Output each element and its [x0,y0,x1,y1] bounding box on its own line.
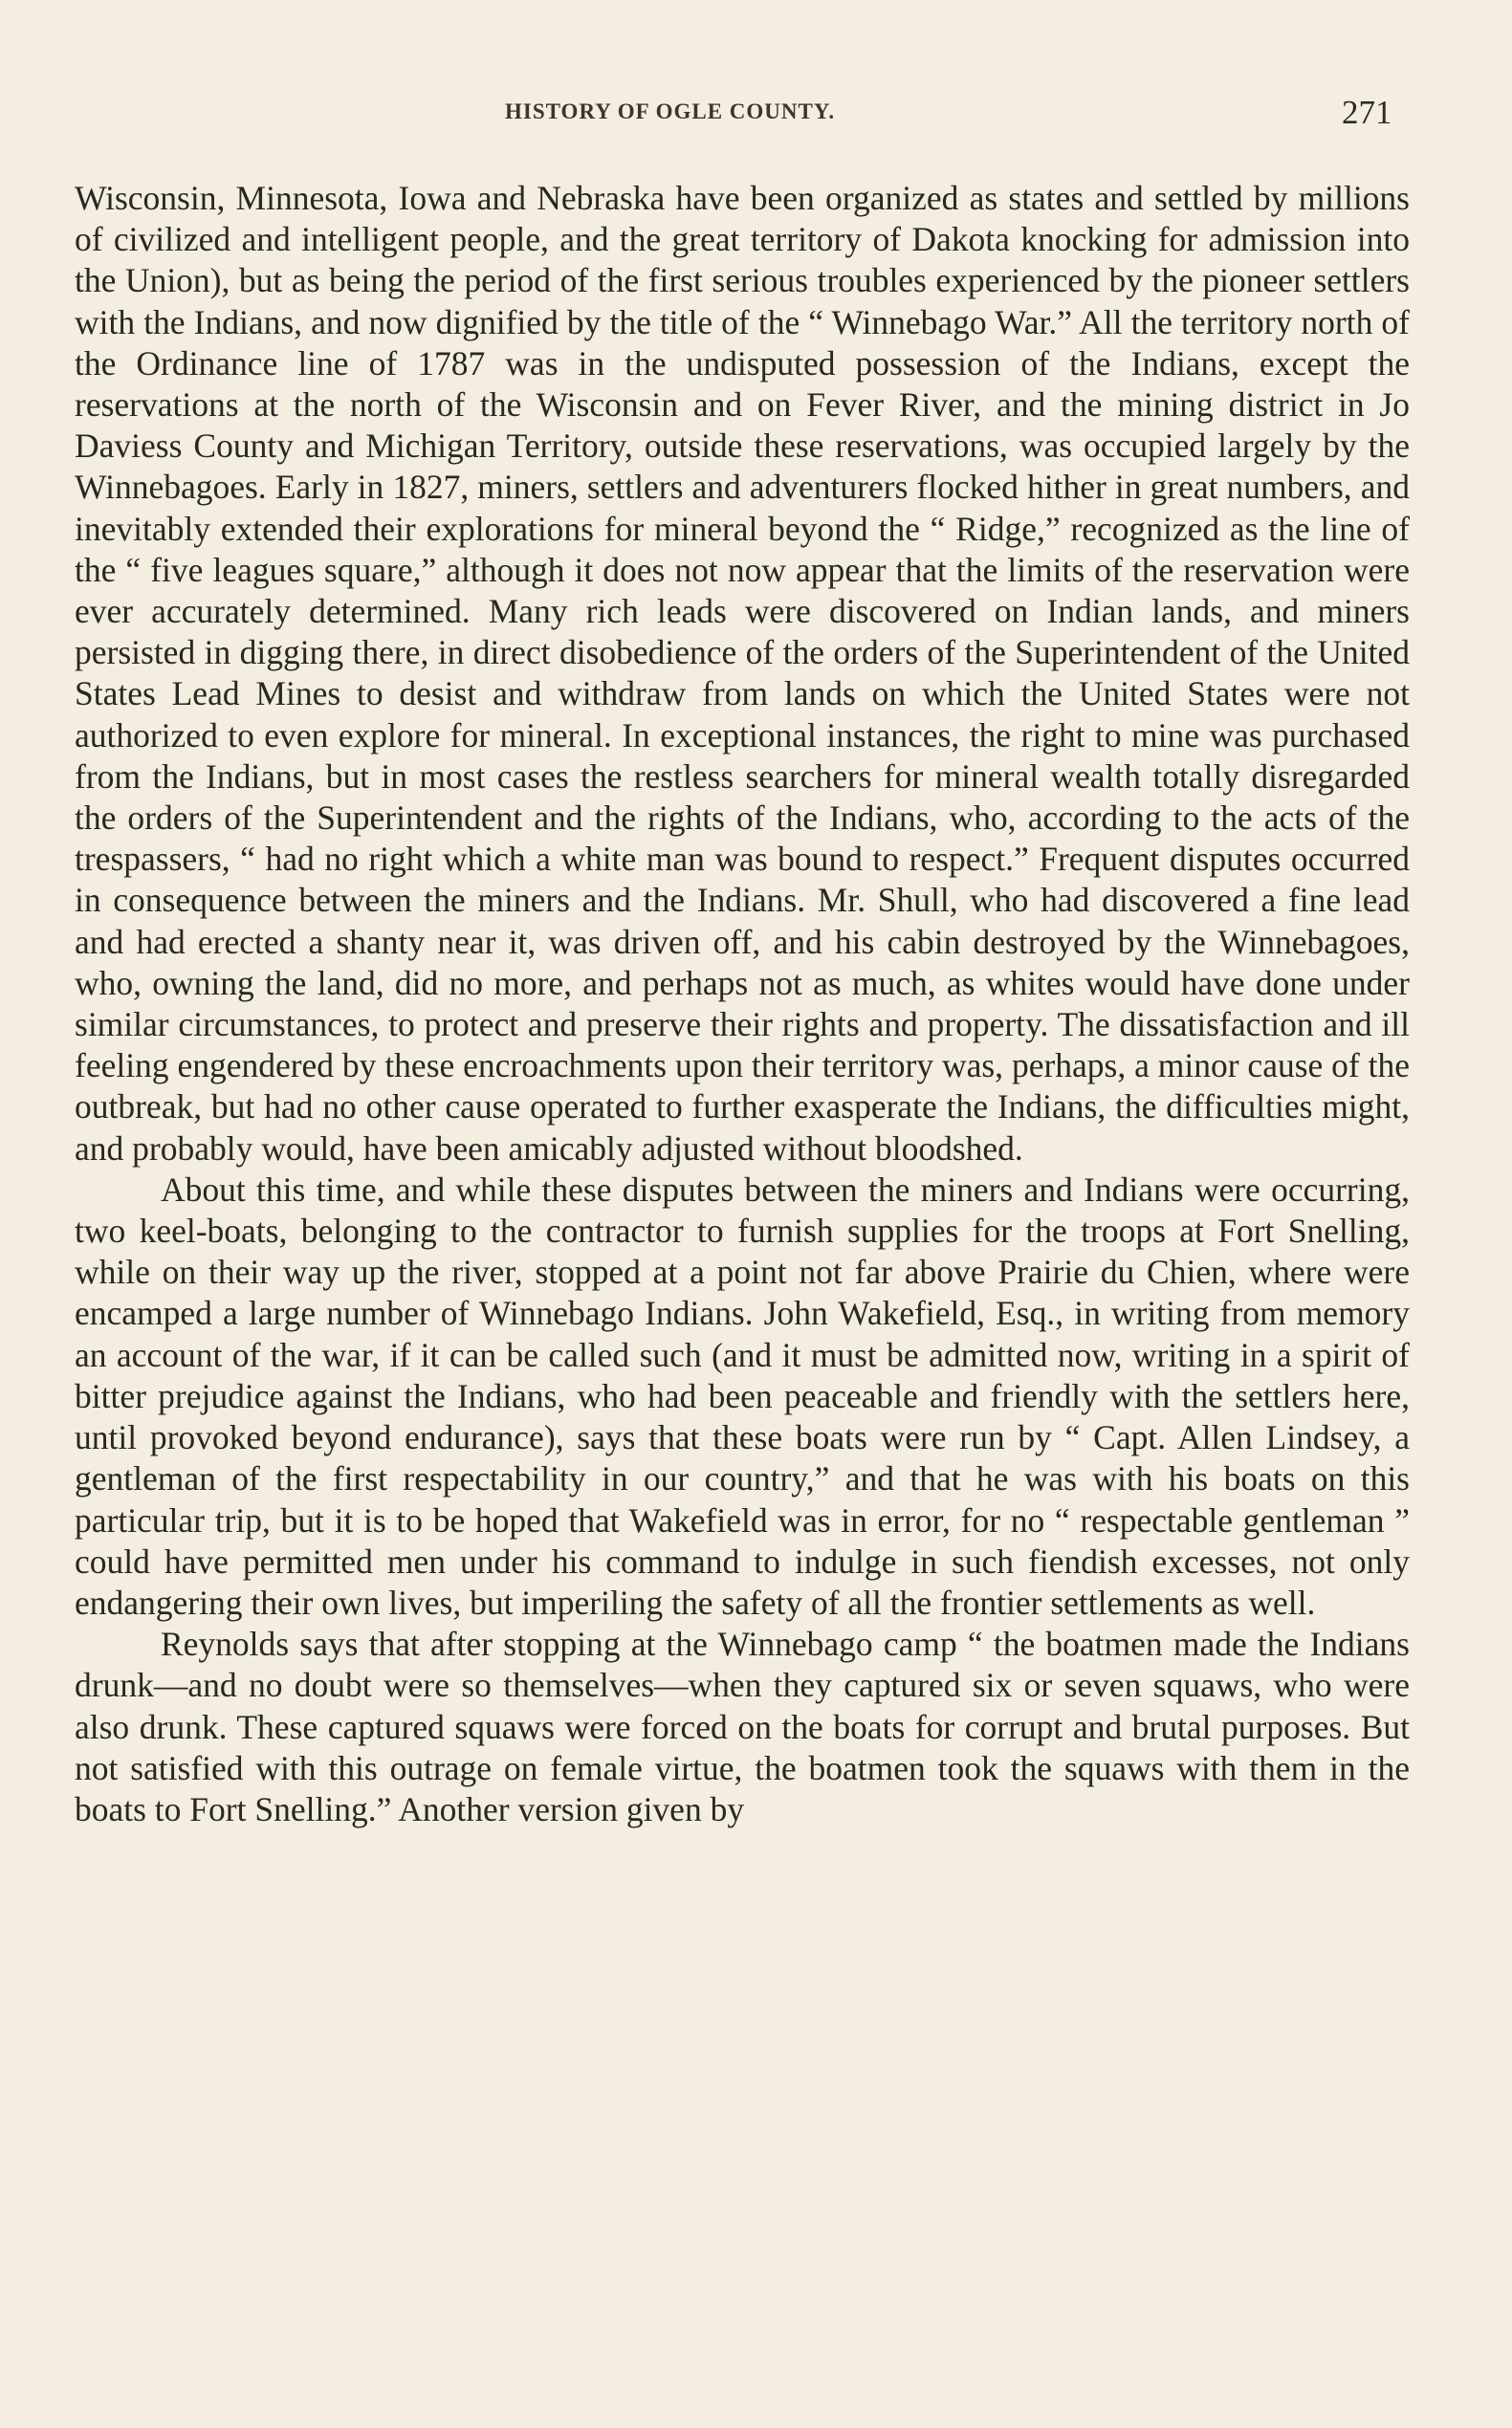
paragraph: About this time, and while these disputes between the miners and Indians were occurring, two keel-boats, belonging to the contractor to furnish supplies for the troops at Fort Snelling, while on their way up the river, stopped at a point not far above Prairie du Chien, where were encamped a large number of Winnebago Indians. John Wakefield, Esq., in writing from memory an account of the war, if it can be called such (and it must be admitted now, writing in a spirit of bitter prejudice against the Indians, who had been peaceable and friendly with the settlers here, until provoked beyond endurance), says that these boats were run by “ Capt. Allen Lindsey, a gentleman of the first respectability in our country,” and that he was with his boats on this particular trip, but it is to be hoped that Wakefield was in error, for no “ respectable gentleman ” could have permitted men under his command to indulge in such fiendish excesses, not only endangering their own lives, but imperiling the safety of all the frontier settlements as well. [75,1170,1410,1622]
body-text [75,178,1410,1830]
page-number: 271 [1342,94,1392,131]
running-title: HISTORY OF OGLE COUNTY. [505,99,836,123]
paragraph: Wisconsin, Minnesota, Iowa and Nebraska have been organized as states and settled by millions of civilized and intelligent people, and the great territory of Dakota knocking for admission into the Union), but as being the period of the first serious troubles experienced by the pioneer settlers with the Indians, and now dignified by the title of the “ Winnebago War.” All the territory north of the Ordinance line of 1787 was in the undisputed possession of the Indians, except the reservations at the north of the Wisconsin and on Fever River, and the mining district in Jo Daviess County and Michigan Territory, outside these reservations, was occupied largely by the Winnebagoes. Early in 1827, miners, settlers and adventurers flocked hither in great numbers, and inevitably extended their explorations for mineral beyond the “ Ridge,” recognized as the line of the “ five leagues square,” although it does not now appear that the limits of the reservation were ever accurately determined. Many rich leads were discovered on Indian lands, and miners persisted in digging there, in direct disobedience of the orders of the Superintendent of the United States Lead Mines to desist and withdraw from lands on which the United States were not authorized to even explore for mineral. In exceptional instances, the right to mine was purchased from the Indians, but in most cases the restless searchers for mineral wealth totally disregarded the orders of the Superintendent and the rights of the Indians, who, according to the acts of the trespassers, “ had no right which a white man was bound to respect.” Frequent disputes occurred in consequence between the miners and the Indians. Mr. Shull, who had discovered a fine lead and had erected a shanty near it, was driven off, and his cabin destroyed by the Winnebagoes, who, owning the land, did no more, and perhaps not as much, as whites would have done under similar circumstances, to protect and preserve their rights and property. The dissatisfaction and ill feeling engendered by these encroachments upon their territory was, perhaps, a minor cause of the outbreak, but had no other cause operated to further exasperate the Indians, the difficulties might, and probably would, have been amicably adjusted without bloodshed. [75,179,1410,1168]
paragraph: Reynolds says that after stopping at the Winnebago camp “ the boatmen made the Indians drunk—and no doubt were so themselves—when they captured six or seven squaws, who were also drunk. These captured squaws were forced on the boats for corrupt and brutal purposes. But not satisfied with this outrage on female virtue, the boatmen took the squaws with them in the boats to Fort Snelling.” Another version given by [75,1625,1410,1828]
running-head [0,94,1512,132]
